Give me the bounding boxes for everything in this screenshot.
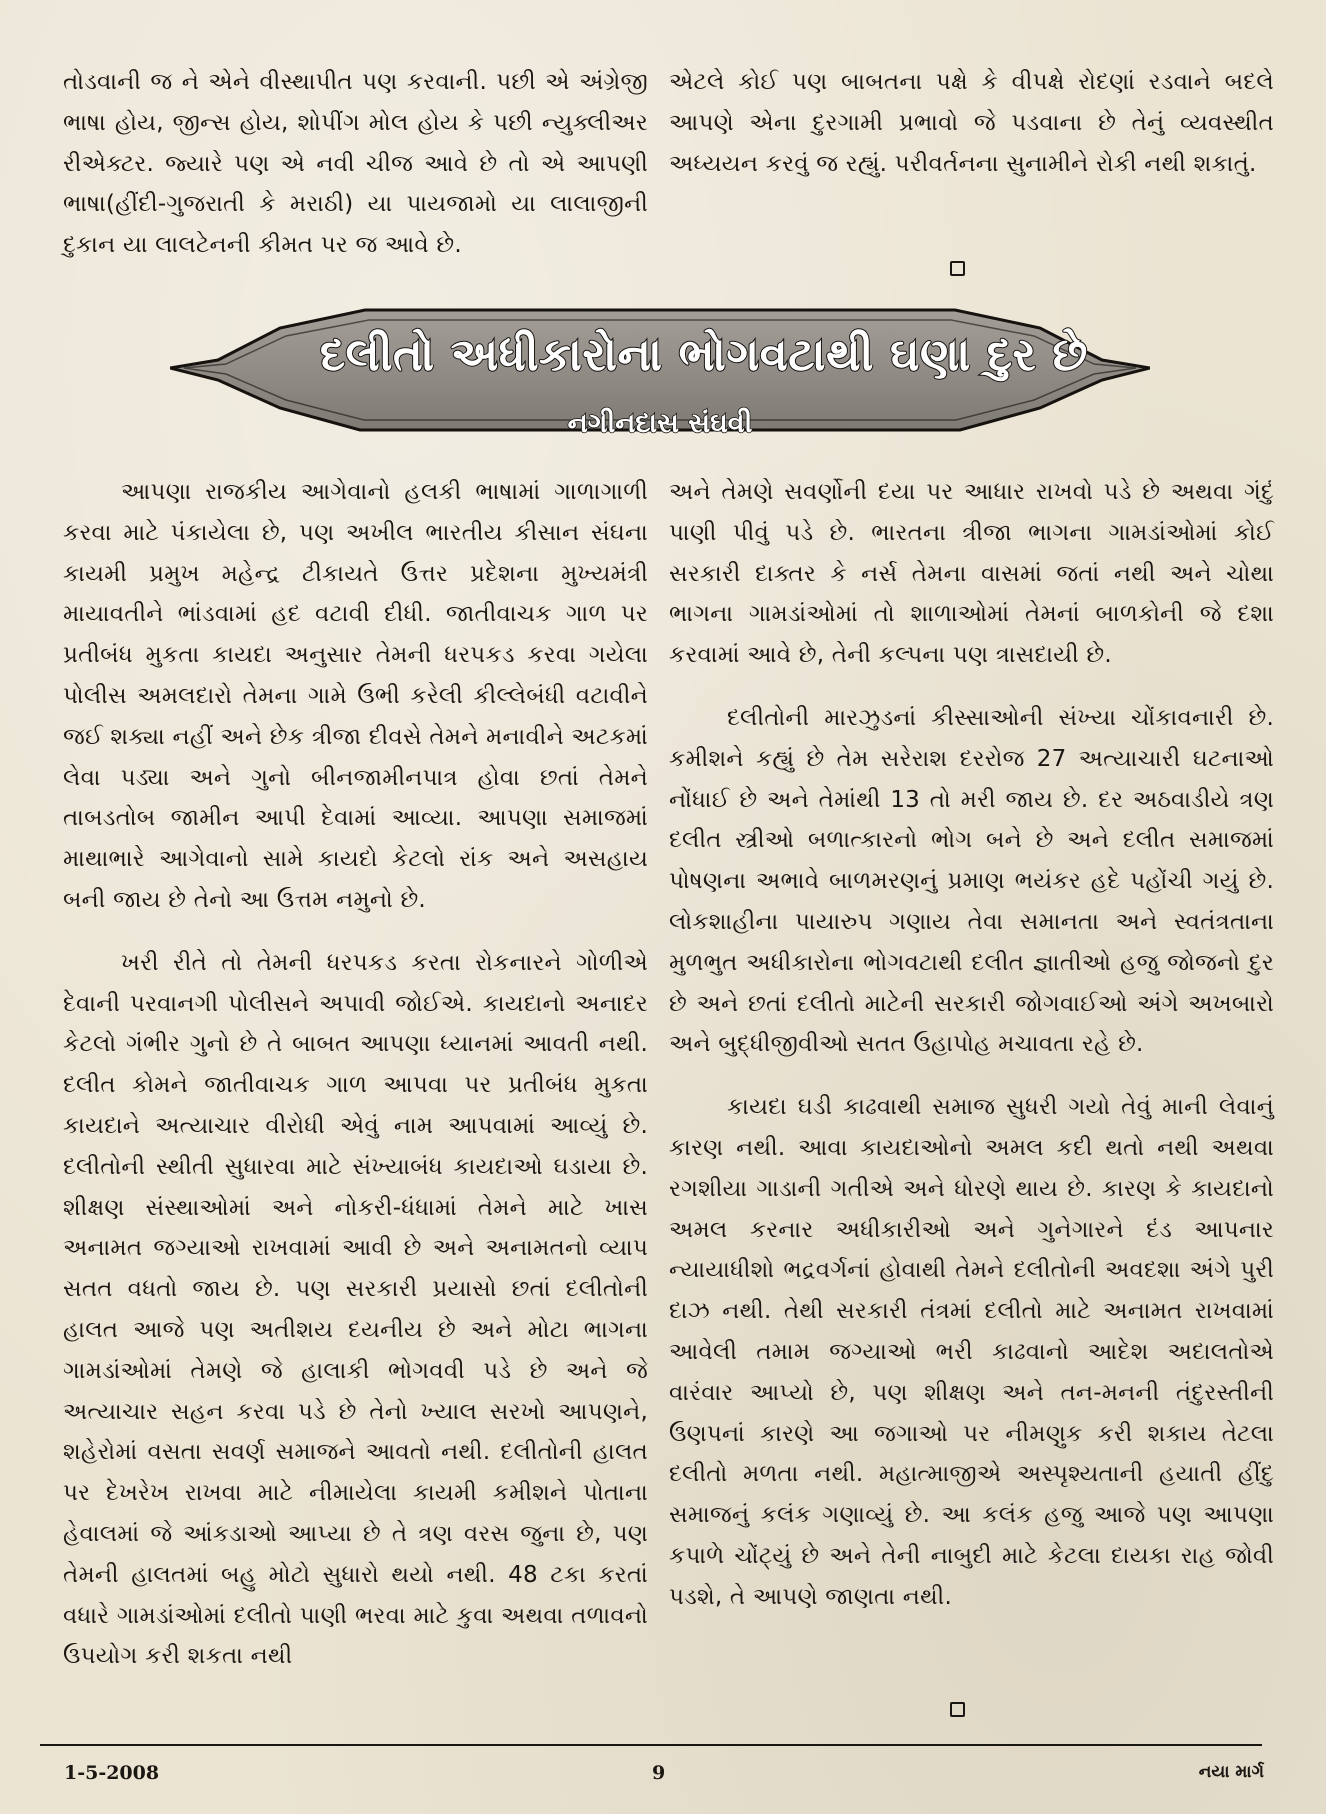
previous-article-end-right <box>669 62 1274 184</box>
paragraph: અને તેમણે સવર્ણોની દયા પર આધાર રાખવો પડે છે અથવા ગંદું પાણી પીવું પડે છે. ભારતના ત્રીજા ભાગના ગામડાંઓમાં કોઈ સરકારી દાક્તર કે નર્સ તેમના વાસમાં જતાં નથી અને ચોથા ભાગના ગામડાંઓમાં તો શાળાઓમાં તેમનાં બાળકોની જે દશા કરવામાં આવે છે, તેની કલ્પના પણ ત્રાસદાયી છે. <box>669 479 1274 669</box>
end-of-article-mark <box>950 1702 965 1717</box>
article-title-banner <box>170 290 1150 470</box>
paragraph: એટલે કોઈ પણ બાબતના પક્ષે કે વીપક્ષે રોદણાં રડવાને બદલે આપણે એના દુરગામી પ્રભાવો જે પડવાના છે તેનું વ્યવસ્થીત અધ્યયન કરવું જ રહ્યું. પરીવર્તનના સુનામીને રોકી નથી શકાતું. <box>669 69 1274 177</box>
magazine-name: નયા માર્ગ <box>1198 1762 1264 1782</box>
paragraph: દલીતોની મારઝુડનાં કીસ્સાઓની સંખ્યા ચોંકાવનારી છે. કમીશને કહ્યું છે તેમ સરેરાશ દરરોજ 27 અત્યાચારી ઘટનાઓ નોંધાઈ છે અને તેમાંથી 13 તો મરી જાય છે. દર અઠવાડીયે ત્રણ દલીત સ્ત્રીઓ બળાત્કારનો ભોગ બને છે અને દલીત સમાજમાં પોષણના અભાવે બાળમરણનું પ્રમાણ ભયંકર હદે પહોંચી ગયું છે. લોકશાહીના પાયારુપ ગણાય તેવા સમાનતા અને સ્વતંત્રતાના મુળભુત અધીકારોના ભોગવટાથી દલીત જ્ઞાતીઓ હજુ જોજનો દુર છે અને છતાં દલીતો માટેની સરકારી જોગવાઈઓ અંગે અખબારો અને બુદ્ધીજીવીઓ સતત ઉહાપોહ મચાવતા રહે છે. <box>669 704 1274 1058</box>
paragraph: તોડવાની જ ને એને વીસ્થાપીત પણ કરવાની. પછી એ અંગ્રેજી ભાષા હોય, જીન્સ હોય, શોપીંગ મોલ હોય કે પછી ન્યુક્લીઅર રીએક્ટર. જ્યારે પણ એ નવી ચીજ આવે છે તો એ આપણી ભાષા(હીંદી-ગુજરાતી કે મરાઠી) યા પાયજામો યા લાલાજીની દુકાન યા લાલટેનની કીમત પર જ આવે છે. <box>63 69 648 259</box>
page-number: 9 <box>652 1762 666 1784</box>
end-of-article-mark <box>950 261 965 276</box>
paragraph: ખરી રીતે તો તેમની ધરપકડ કરતા રોકનારને ગોળીએ દેવાની પરવાનગી પોલીસને અપાવી જોઈએ. કાયદાનો અનાદર કેટલો ગંભીર ગુનો છે તે બાબત આપણા ધ્યાનમાં આવતી નથી. દલીત કોમને જાતીવાચક ગાળ આપવા પર પ્રતીબંધ મુકતા કાયદાને અત્યાચાર વીરોધી એવું નામ આપવામાં આવ્યું છે. દલીતોની સ્થીતી સુધારવા માટે સંખ્યાબંધ કાયદાઓ ઘડાયા છે. શીક્ષણ સંસ્થાઓમાં અને નોકરી-ધંધામાં તેમને માટે ખાસ અનામત જગ્યાઓ રાખવામાં આવી છે અને અનામતનો વ્યાપ સતત વધતો જાય છે. પણ સરકારી પ્રયાસો છતાં દલીતોની હાલત આજે પણ અતીશય દયનીય છે અને મોટા ભાગના ગામડાંઓમાં તેમણે જે હાલાકી ભોગવવી પડે છે અને જે અત્યાચાર સહન કરવા પડે છે તેનો ખ્યાલ સરખો આપણને, શહેરોમાં વસતા સવર્ણ સમાજને આવતો નથી. દલીતોની હાલત પર દેખરેખ રાખવા માટે નીમાયેલા કાયમી કમીશને પોતાના હેવાલમાં જે આંકડાઓ આપ્યા છે તે ત્રણ વરસ જુના છે, પણ તેમની હાલતમાં બહુ મોટો સુધારો થયો નથી. 48 ટકા કરતાં વધારે ગામડાંઓમાં દલીતો પાણી ભરવા માટે કુવા અથવા તળાવનો ઉપયોગ કરી શકતા નથી <box>63 949 648 1670</box>
article-column-left <box>63 472 648 1677</box>
article-column-right <box>669 472 1274 1618</box>
paragraph: આપણા રાજકીય આગેવાનો હલકી ભાષામાં ગાળાગાળી કરવા માટે પંકાયેલા છે, પણ અખીલ ભારતીય કીસાન સંઘના કાયમી પ્રમુખ મહેન્દ્ર ટીકાયતે ઉત્તર પ્રદેશના મુખ્યમંત્રી માયાવતીને ભાંડવામાં હદ વટાવી દીધી. જાતીવાચક ગાળ પર પ્રતીબંધ મુકતા કાયદા અનુસાર તેમની ધરપકડ કરવા ગયેલા પોલીસ અમલદારો તેમના ગામે ઉભી કરેલી કીલ્લેબંધી વટાવીને જઈ શક્યા નહીં અને છેક ત્રીજા દીવસે તેમને મનાવીને અટકમાં લેવા પડ્યા અને ગુનો બીનજામીનપાત્ર હોવા છતાં તેમને તાબડતોબ જામીન આપી દેવામાં આવ્યા. આપણા સમાજમાં માથાભારે આગેવાનો સામે કાયદો કેટલો રાંક અને અસહાય બની જાય છે તેનો આ ઉત્તમ નમુનો છે. <box>63 479 648 913</box>
article-author: નગીનદાસ સંઘવી <box>567 408 753 439</box>
footer-divider <box>40 1744 1262 1746</box>
article-title: દલીતો અધીકારોના ભોગવટાથી ઘણા દુર છે <box>320 328 1088 381</box>
previous-article-end-left <box>63 62 648 266</box>
issue-date: 1-5-2008 <box>64 1762 160 1784</box>
paragraph: કાયદા ઘડી કાઢવાથી સમાજ સુધરી ગયો તેવું માની લેવાનું કારણ નથી. આવા કાયદાઓનો અમલ કદી થતો નથી અથવા રગશીયા ગાડાની ગતીએ અને ધોરણે થાય છે. કારણ કે કાયદાનો અમલ કરનાર અધીકારીઓ અને ગુનેગારને દંડ આપનાર ન્યાયાધીશો ભદ્રવર્ગનાં હોવાથી તેમને દલીતોની અવદશા અંગે પુરી દાઝ નથી. તેથી સરકારી તંત્રમાં દલીતો માટે અનામત રાખવામાં આવેલી તમામ જગ્યાઓ ભરી કાઢવાનો આદેશ અદાલતોએ વારંવાર આપ્યો છે, પણ શીક્ષણ અને તન-મનની તંદુરસ્તીની ઉણપનાં કારણે આ જગાઓ પર નીમણુક કરી શકાય તેટલા દલીતો મળતા નથી. મહાત્માજીએ અસ્પૃશ્યતાની હયાતી હીંદુ સમાજનું કલંક ગણાવ્યું છે. આ કલંક હજુ આજે પણ આપણા કપાળે ચોંટ્યું છે અને તેની નાબુદી માટે કેટલા દાયકા રાહ જોવી પડશે, તે આપણે જાણતા નથી. <box>669 1094 1274 1610</box>
